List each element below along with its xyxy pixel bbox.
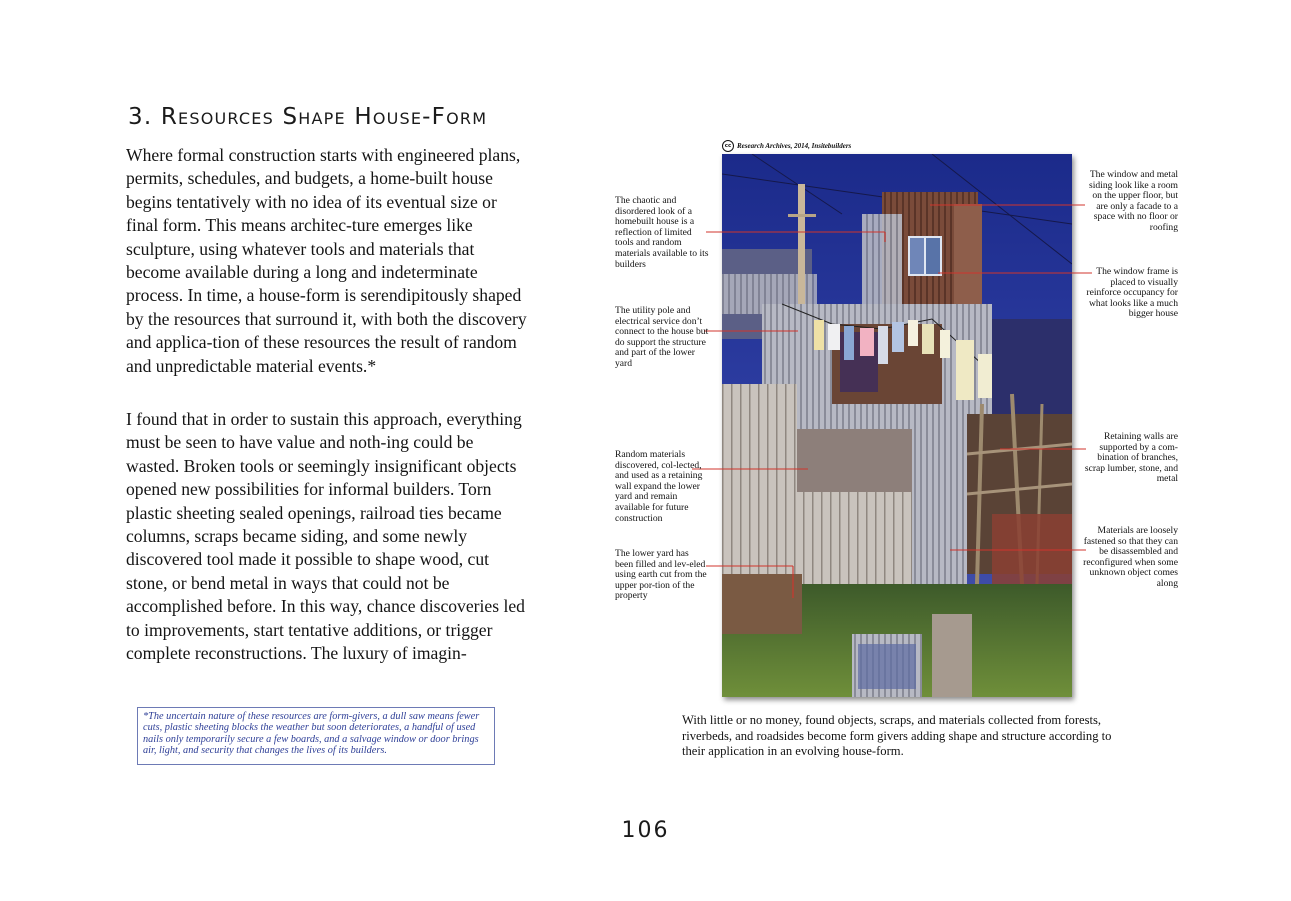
body-paragraph-1	[126, 144, 530, 378]
callout-right-2: The window frame is placed to visually reinforce occupancy for what looks like a much bigger house	[1086, 266, 1178, 320]
callout-left-1: The chaotic and disordered look of a homebuilt house is a reflection of limited tools and random materials available to its builders	[615, 195, 709, 270]
callout-left-2: The utility pole and electrical service don’t connect to the house but do support the structure and part of the lower yard	[615, 305, 709, 369]
callout-right-3: Retaining walls are supported by a com-bination of branches, scrap lumber, stone, and metal	[1084, 431, 1178, 485]
footnote-box: *The uncertain nature of these resources are form-givers, a dull saw means fewer cuts, plastic sheeting blocks the weather but soon deteriorates, a handful of used nails only temporarily secure a few boards, and a salvage window or door brings air, light, and security that changes the lives of its builders.	[137, 707, 495, 765]
photo-caption: With little or no money, found objects, scraps, and materials collected from forests, riverbeds, and roadsides become form givers adding shape and structure according to their application in an evolving house-form.	[682, 713, 1112, 759]
body-paragraph-2	[126, 408, 530, 665]
photo-credit-text: Research Archives, 2014, Insitebuilders	[737, 142, 852, 150]
house-photo-illustration	[722, 154, 1072, 697]
house-photo	[722, 154, 1072, 697]
paragraph-text: I found that in order to sustain this approach, everything must be seen to have value and noth-ing could be wasted. Broken tools or seemingly insignificant objects opened new possibilities for informal builders. Torn plastic sheeting sealed openings, railroad ties became columns, scraps became siding, and some newly discovered tool made it possible to shape wood, cut stone, or bend metal in ways that could not be accomplished before. In this way, chance discoveries led to improvements, start tentative additions, or trigger complete reconstructions. The luxury of imagin-	[126, 409, 525, 664]
photo-credit	[722, 139, 851, 153]
callout-right-1: The window and metal siding look like a room on the upper floor, but are only a facade to a space with no floor or roofing	[1089, 169, 1178, 233]
callout-right-4: Materials are loosely fastened so that they can be disassembled and reconfigured when some unknown object comes along	[1083, 525, 1178, 589]
cc-icon: cc	[722, 140, 734, 152]
section-heading: 3. Resources Shape House-Form	[128, 104, 488, 130]
page-number: 106	[621, 818, 670, 843]
paragraph-text: Where formal construction starts with engineered plans, permits, schedules, and budgets, a home-built house begins tentatively with no idea of its eventual size or final form. This means architec-ture emerges like sculpture, using whatever tools and materials that become available during a long and indeterminate process. In time, a house-form is serendipitously shaped by the resources that surround it, with both the discovery and applica-tion of these resources the result of random and unpredictable material events.*	[126, 145, 527, 376]
callout-left-3: Random materials discovered, col-lected, and used as a retaining wall expand the lower yard and remain available for future construction	[615, 449, 703, 524]
callout-left-4: The lower yard has been filled and lev-eled using earth cut from the upper por-tion of the property	[615, 548, 707, 602]
